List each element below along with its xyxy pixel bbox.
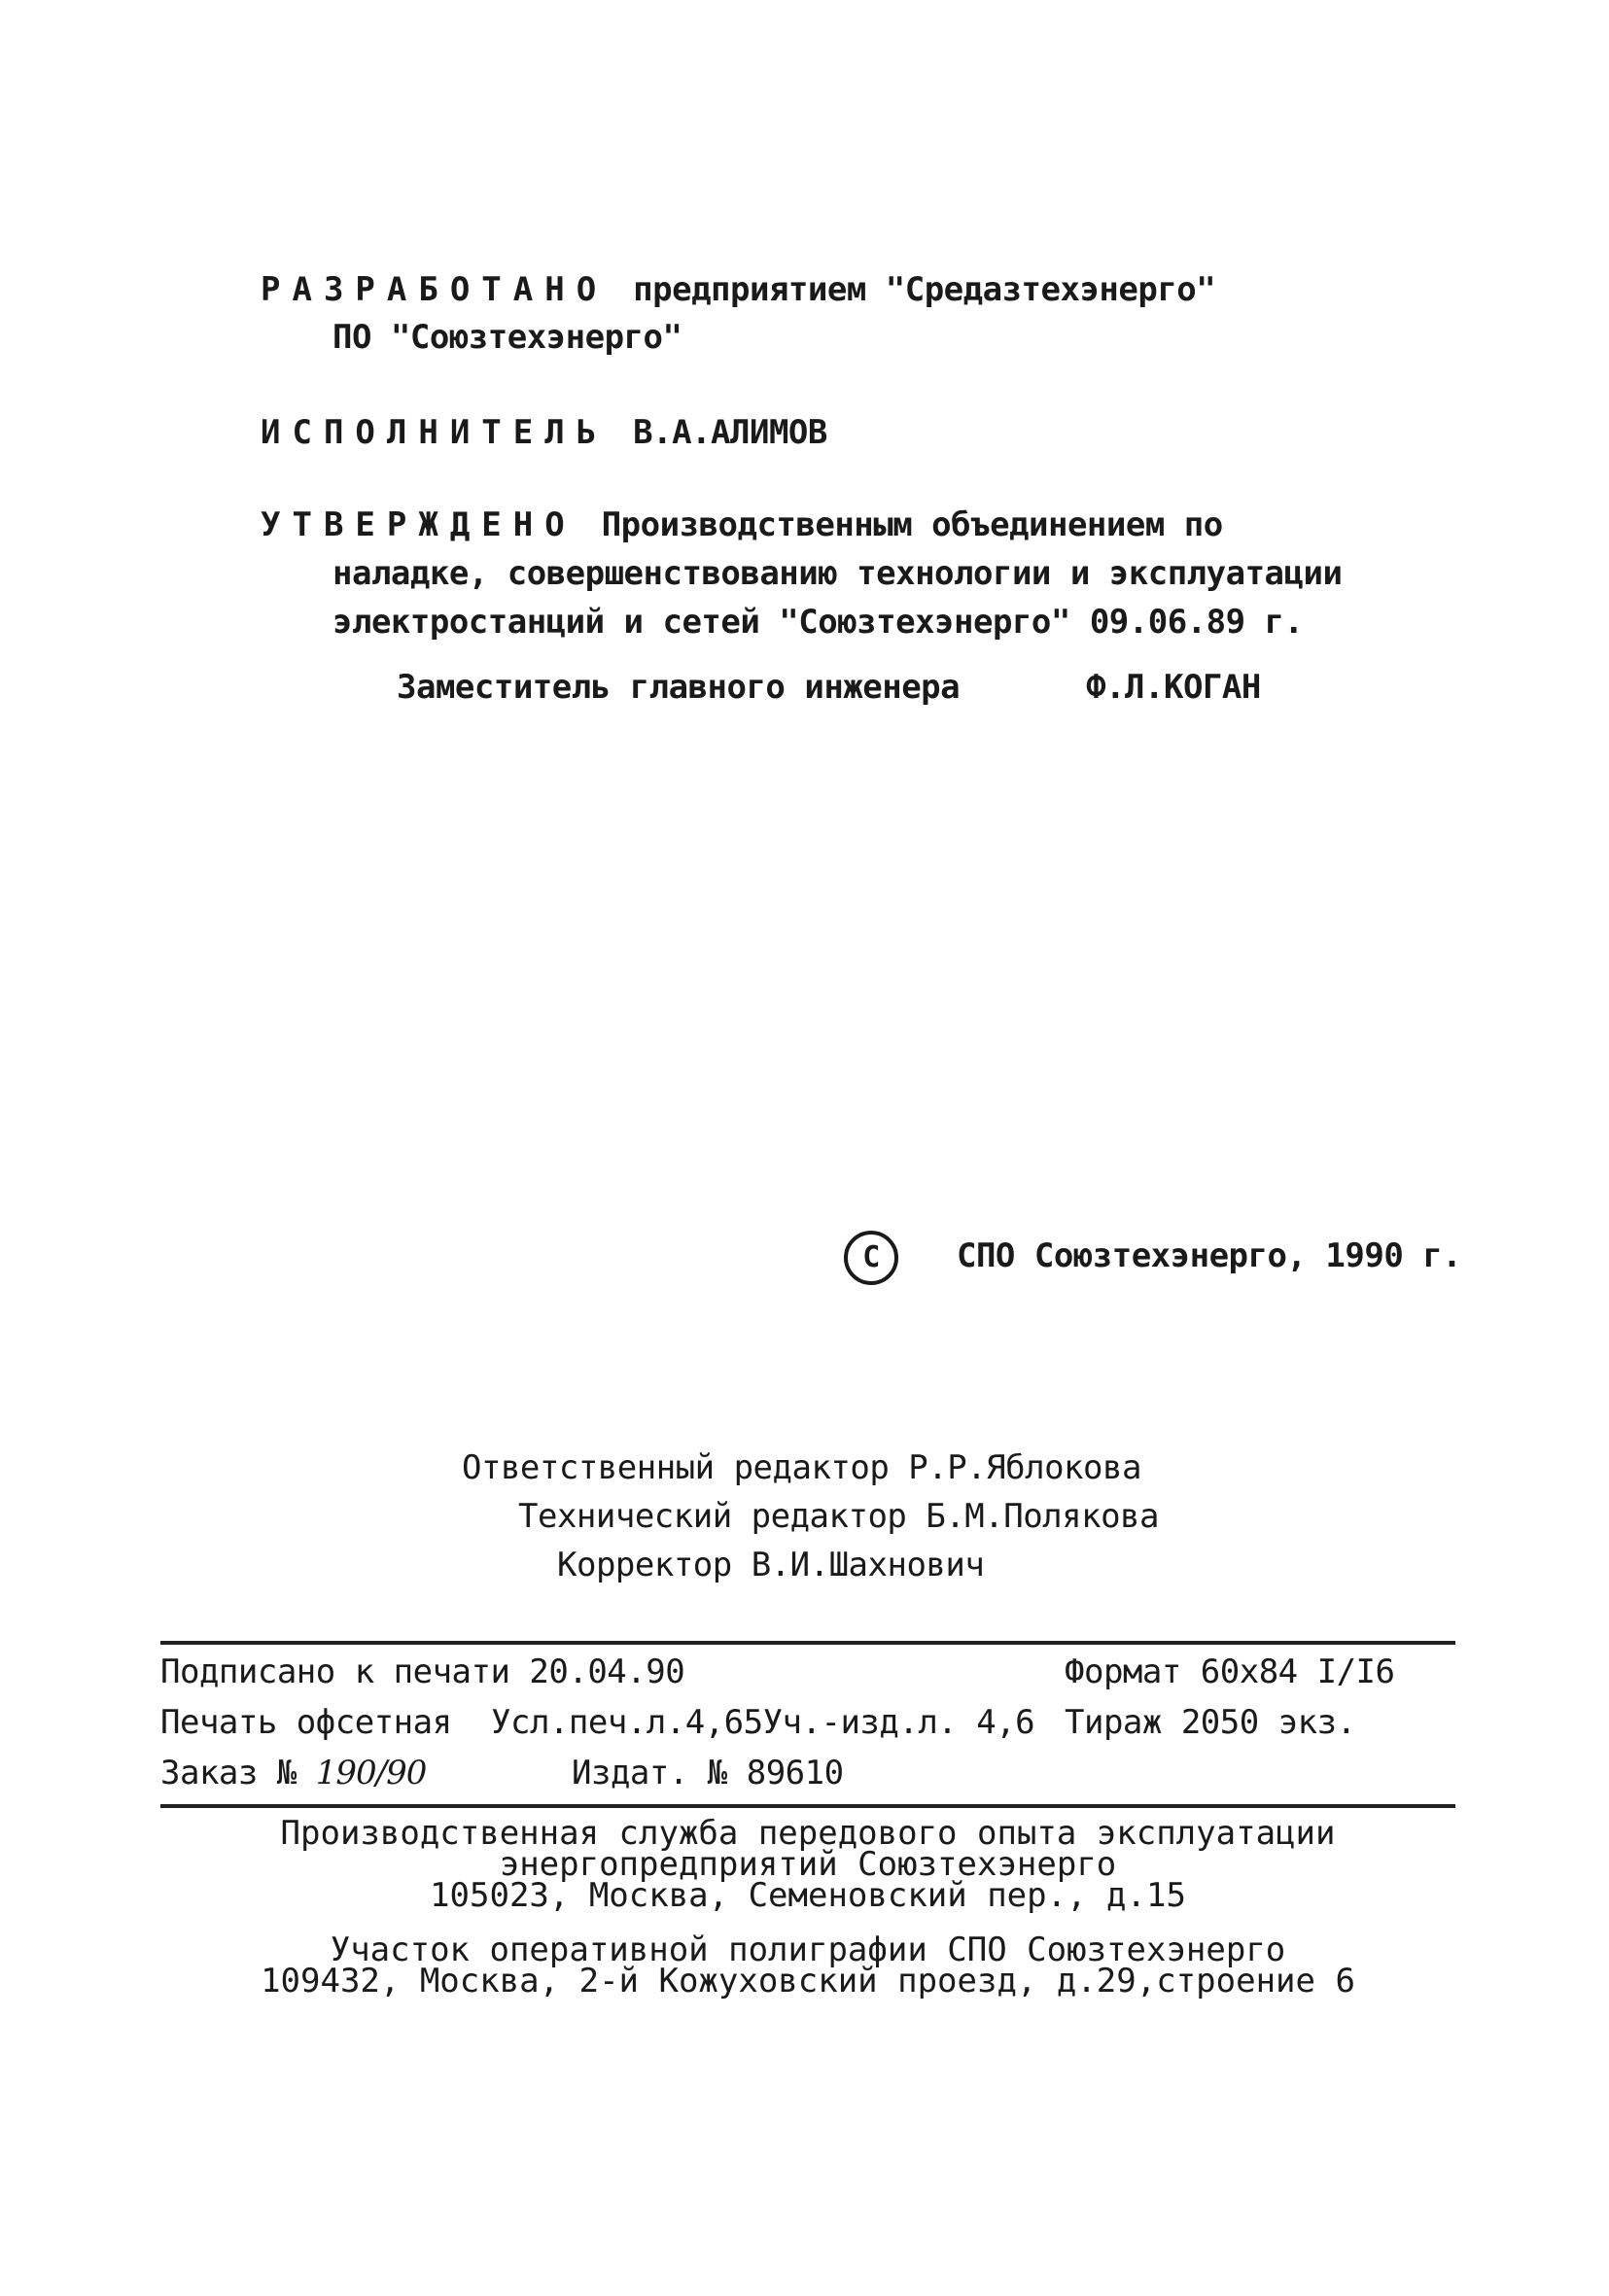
approved-text-1: Производственным объединением по — [601, 505, 1223, 544]
copyright-line — [844, 1229, 1461, 1285]
developed-label: РАЗРАБОТАНО — [261, 270, 609, 309]
developed-text: предприятием "Средазтехэнерго" — [633, 270, 1216, 309]
imprint-order — [160, 1754, 426, 1792]
editor-responsible: Ответственный редактор Р.Р.Яблокова — [462, 1448, 1141, 1487]
order-label: Заказ № — [160, 1754, 297, 1792]
editor-technical: Технический редактор Б.М.Полякова — [518, 1497, 1160, 1536]
publisher-line-5: 109432, Москва, 2-й Кожуховский проезд, д.29,строение 6 — [261, 1962, 1355, 2000]
copyright-text: СПО Союзтехэнерго, 1990 г. — [956, 1236, 1462, 1275]
approved-line-1 — [261, 505, 1223, 544]
deputy-name: Ф.Л.КОГАН — [1086, 668, 1261, 707]
imprint-format: Формат 60х84 I/I6 — [1065, 1652, 1395, 1691]
imprint-signed: Подписано к печати 20.04.90 — [160, 1652, 685, 1691]
approved-text-2: наладке, совершенствованию технологии и эксплуатации — [332, 554, 1343, 593]
executor-label: ИСПОЛНИТЕЛЬ — [261, 413, 609, 452]
imprint-print-type: Печать офсетная — [160, 1703, 452, 1742]
imprint-sheets: Усл.печ.л.4,65Уч.-изд.л. 4,6 — [491, 1703, 1035, 1742]
publisher-line-2: энергопредприятий Союзтехэнерго — [499, 1845, 1117, 1884]
imprint-run: Тираж 2050 экз. — [1065, 1703, 1356, 1742]
editor-corrector: Корректор В.И.Шахнович — [557, 1546, 985, 1584]
developed-line-1 — [261, 270, 1215, 309]
publisher-line-3: 105023, Москва, Семеновский пер., д.15 — [430, 1876, 1186, 1915]
order-number: 190/90 — [315, 1754, 427, 1792]
approved-text-3: электростанций и сетей "Союзтехэнерго" 09.06.89 г. — [332, 603, 1304, 642]
deputy-line — [397, 668, 1261, 707]
copyright-icon: С — [844, 1231, 898, 1285]
developed-line-2: ПО "Союзтехэнерго" — [332, 318, 682, 357]
deputy-title: Заместитель главного инженера — [397, 668, 961, 707]
publisher-line-1: Производственная служба передового опыта эксплуатации — [280, 1814, 1336, 1853]
bottom-rule — [160, 1804, 1455, 1808]
publisher-line-4: Участок оперативной полиграфии СПО Союзтехэнерго — [330, 1931, 1286, 1969]
executor-name: В.А.АЛИМОВ — [633, 413, 827, 452]
imprint-publ: Издат. № 89610 — [572, 1754, 844, 1792]
executor-line — [261, 413, 827, 452]
approved-label: УТВЕРЖДЕНО — [261, 505, 577, 544]
top-rule — [160, 1641, 1455, 1645]
